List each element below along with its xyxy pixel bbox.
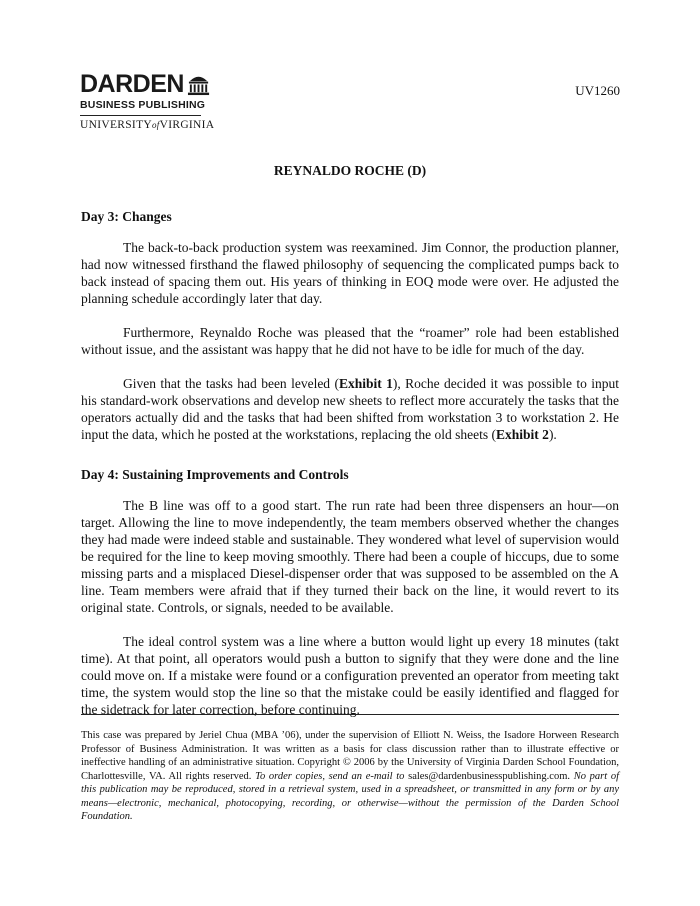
footnote: This case was prepared by Jeriel Chua (MBA ’06), under the supervision of Elliott N. Weiss, the Isadore Horween Research Professor of Business Administration. It was written as a basis for class discussion rather than to illustrate effective or ineffective handling of an administrative situation. Copyright © 2006 by the University of Virginia Darden School Foundation, Charlottesville, VA. All rights reserved. To order copies, send an e-mail to sales@dardenbusinesspublishing.com. No part of this publication may be reproduced, stored in a retrieval system, used in a spreadsheet, or transmitted in any form or by any means—electronic, mechanical, photocopying, recording, or otherwise—without the permission of the Darden School Foundation. — [81, 730, 619, 822]
paragraph: Given that the tasks had been leveled (Exhibit 1), Roche decided it was possible to input his standard-work observations and develop new sheets to reflect more accurately the tasks that the operators actually did and the tasks that had been shifted from workstation 3 to workstation 2. He input the data, which he posted at the workstations, replacing the old sheets (Exhibit 2). — [81, 376, 619, 442]
document-title: REYNALDO ROCHE (D) — [273, 163, 427, 178]
email-link: sales@dardenbusinesspublishing.com — [408, 770, 568, 782]
exhibit-1-ref: Exhibit 1 — [338, 376, 393, 391]
rotunda-icon — [187, 72, 210, 96]
logo-university: UNIVERSITYofVIRGINIA — [80, 119, 215, 131]
paragraph: The back-to-back production system was reexamined. Jim Connor, the production planner, had now witnessed firsthand the flawed philosophy of sequencing the complicated pumps back to back instead of spacing them out. His years of thinking in EOQ mode were over. He adjusted the planning schedule accordingly later that day. — [81, 240, 619, 306]
paragraph: The ideal control system was a line where a button would light up every 18 minutes (takt time). At that point, all operators would push a button to signify that they were done and the line could move on. If a mistake were found or a configuration prevented an operator from meeting takt time, the system would stop the line so that the mistake could be easily identified and flagged for the sidetrack for later correction, before continuing. — [81, 634, 619, 717]
footnote-divider — [81, 714, 619, 715]
paragraph: Furthermore, Reynaldo Roche was pleased that the “roamer” role had been established without issue, and the assistant was happy that he did not have to be idle for much of the day. — [81, 325, 619, 357]
paragraph: The B line was off to a good start. The run rate had been three dispensers an hour—on target. Allowing the line to move independently, the team members observed whether the changes they had made were indeed stable and sustainable. They wondered what level of supervision would be required for the line to keep moving smoothly. There had been a couple of hiccups, due to some missing parts and a misplaced Diesel-dispenser order that was supposed to be assembled on the A line. Team members were afraid that if they turned their back on the line, it would revert to its original state. Controls, or signals, needed to be available. — [81, 498, 619, 615]
logo-wordmark: DARDEN — [80, 70, 184, 98]
document-body — [81, 208, 619, 735]
darden-logo — [80, 70, 215, 131]
exhibit-2-ref: Exhibit 2 — [496, 427, 549, 442]
logo-divider — [80, 115, 201, 116]
case-number: UV1260 — [575, 83, 620, 98]
logo-publishing: BUSINESS PUBLISHING — [80, 99, 206, 111]
section-heading-day4: Day 4: Sustaining Improvements and Controls — [81, 467, 349, 482]
section-heading-day3: Day 3: Changes — [81, 209, 172, 224]
